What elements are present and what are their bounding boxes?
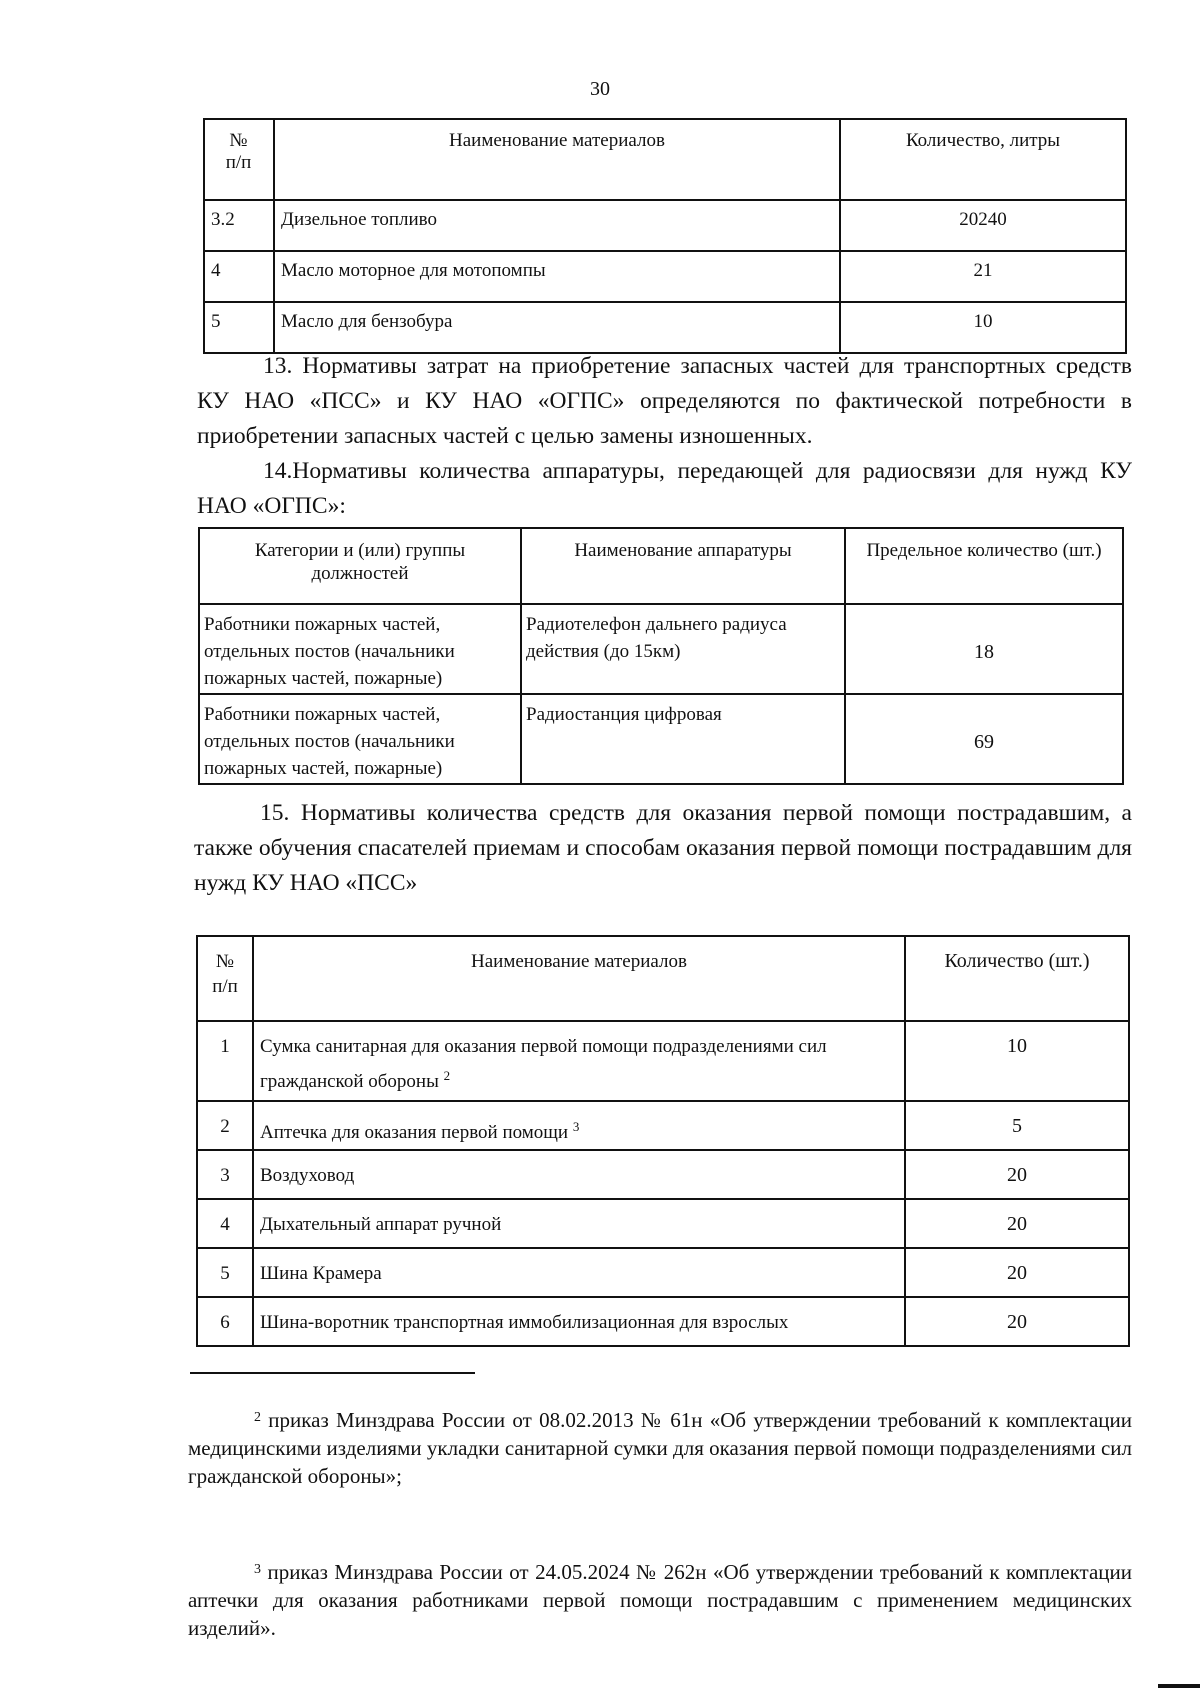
table-row	[199, 694, 1123, 784]
sections-13-14	[197, 349, 1132, 524]
table-row	[197, 1248, 1129, 1297]
row-quantity: 20	[905, 1248, 1129, 1297]
row-name: Шина Крамера	[253, 1248, 905, 1297]
table-row	[204, 302, 1126, 353]
footnote-mark: 2	[254, 1410, 261, 1425]
row-name: Масло моторное для мотопомпы	[274, 251, 840, 302]
row-quantity: 10	[840, 302, 1126, 353]
footnote-ref: 3	[572, 1119, 580, 1134]
row-name: Шина-воротник транспортная иммобилизационная для взрослых	[253, 1297, 905, 1346]
row-quantity: 20240	[840, 200, 1126, 251]
section-14-text: 14.Нормативы количества аппаратуры, передающей для радиосвязи для нужд КУ НАО «ОГПС»:	[197, 458, 1132, 519]
col-header-category: Категории и (или) группы должностей	[199, 528, 521, 604]
row-name-cell	[253, 1021, 905, 1101]
col-header-limit-quantity: Предельное количество (шт.)	[845, 528, 1123, 604]
row-equipment: Радиотелефон дальнего радиуса действия (до 15км)	[521, 604, 845, 694]
col-header-number: № п/п	[197, 936, 253, 1021]
table-header-row	[197, 936, 1129, 1021]
section-13-text: 13. Нормативы затрат на приобретение запасных частей для транспортных средств КУ НАО «ПСС» и КУ НАО «ОГПС» определяются по фактической потребности в приобретении запасных частей с целью замены изношенных.	[197, 353, 1132, 449]
row-category: Работники пожарных частей, отдельных постов (начальники пожарных частей, пожарные)	[199, 604, 521, 694]
table-row	[197, 1021, 1129, 1101]
row-quantity: 5	[905, 1101, 1129, 1150]
row-number: 5	[197, 1248, 253, 1297]
table-row	[204, 200, 1126, 251]
row-category: Работники пожарных частей, отдельных постов (начальники пожарных частей, пожарные)	[199, 694, 521, 784]
table-row	[199, 604, 1123, 694]
row-name: Аптечка для оказания первой помощи	[260, 1122, 569, 1143]
radio-equipment-table	[198, 527, 1124, 785]
row-name: Масло для бензобура	[274, 302, 840, 353]
row-quantity: 10	[905, 1021, 1129, 1101]
row-quantity: 18	[845, 604, 1123, 694]
row-number: 4	[197, 1199, 253, 1248]
footnote-ref: 2	[443, 1068, 451, 1083]
fuel-materials-table	[203, 118, 1127, 354]
footnote-text: приказ Минздрава России от 24.05.2024 № 262н «Об утверждении требований к комплектации аптечки для оказания работниками первой помощи пострадавшим с применением медицинских изделий».	[188, 1560, 1133, 1640]
row-name: Воздуховод	[253, 1150, 905, 1199]
row-quantity: 20	[905, 1150, 1129, 1199]
row-quantity: 21	[840, 251, 1126, 302]
row-number: 1	[197, 1021, 253, 1101]
row-equipment: Радиостанция цифровая	[521, 694, 845, 784]
col-header-quantity: Количество (шт.)	[905, 936, 1129, 1021]
footnote-separator	[190, 1372, 475, 1374]
footnote-mark: 3	[254, 1562, 261, 1577]
row-number: 5	[204, 302, 274, 353]
row-name-cell	[253, 1101, 905, 1150]
col-header-number: № п/п	[204, 119, 274, 200]
row-number: 3	[197, 1150, 253, 1199]
row-number: 6	[197, 1297, 253, 1346]
row-name: Сумка санитарная для оказания первой помощи подразделениями сил гражданской обороны	[260, 1036, 827, 1092]
col-header-equipment: Наименование аппаратуры	[521, 528, 845, 604]
scan-edge-mark	[1158, 1684, 1200, 1688]
col-header-quantity: Количество, литры	[840, 119, 1126, 200]
table-row	[204, 251, 1126, 302]
row-quantity: 69	[845, 694, 1123, 784]
row-name: Дыхательный аппарат ручной	[253, 1199, 905, 1248]
row-number: 4	[204, 251, 274, 302]
table-header-row	[204, 119, 1126, 200]
page-number: 30	[590, 78, 610, 100]
table-row	[197, 1297, 1129, 1346]
table-row	[197, 1101, 1129, 1150]
row-name: Дизельное топливо	[274, 200, 840, 251]
row-quantity: 20	[905, 1297, 1129, 1346]
row-quantity: 20	[905, 1199, 1129, 1248]
row-number: 3.2	[204, 200, 274, 251]
table-header-row	[199, 528, 1123, 604]
first-aid-table	[196, 935, 1130, 1347]
footnote-text: приказ Минздрава России от 08.02.2013 № 61н «Об утверждении требований к комплектации медицинскими изделиями укладки санитарной сумки для оказания первой помощи подразделениями сил гражданской обороны»;	[188, 1408, 1133, 1488]
footnote-3	[188, 1556, 1132, 1642]
section-15-text: 15. Нормативы количества средств для оказания первой помощи пострадавшим, а также обучения спасателей приемам и способам оказания первой помощи пострадавшим для нужд КУ НАО «ПСС»	[194, 800, 1132, 896]
table-row	[197, 1199, 1129, 1248]
row-number: 2	[197, 1101, 253, 1150]
table-row	[197, 1150, 1129, 1199]
col-header-name: Наименование материалов	[274, 119, 840, 200]
section-15	[194, 796, 1132, 901]
col-header-name: Наименование материалов	[253, 936, 905, 1021]
footnote-2	[188, 1404, 1132, 1490]
